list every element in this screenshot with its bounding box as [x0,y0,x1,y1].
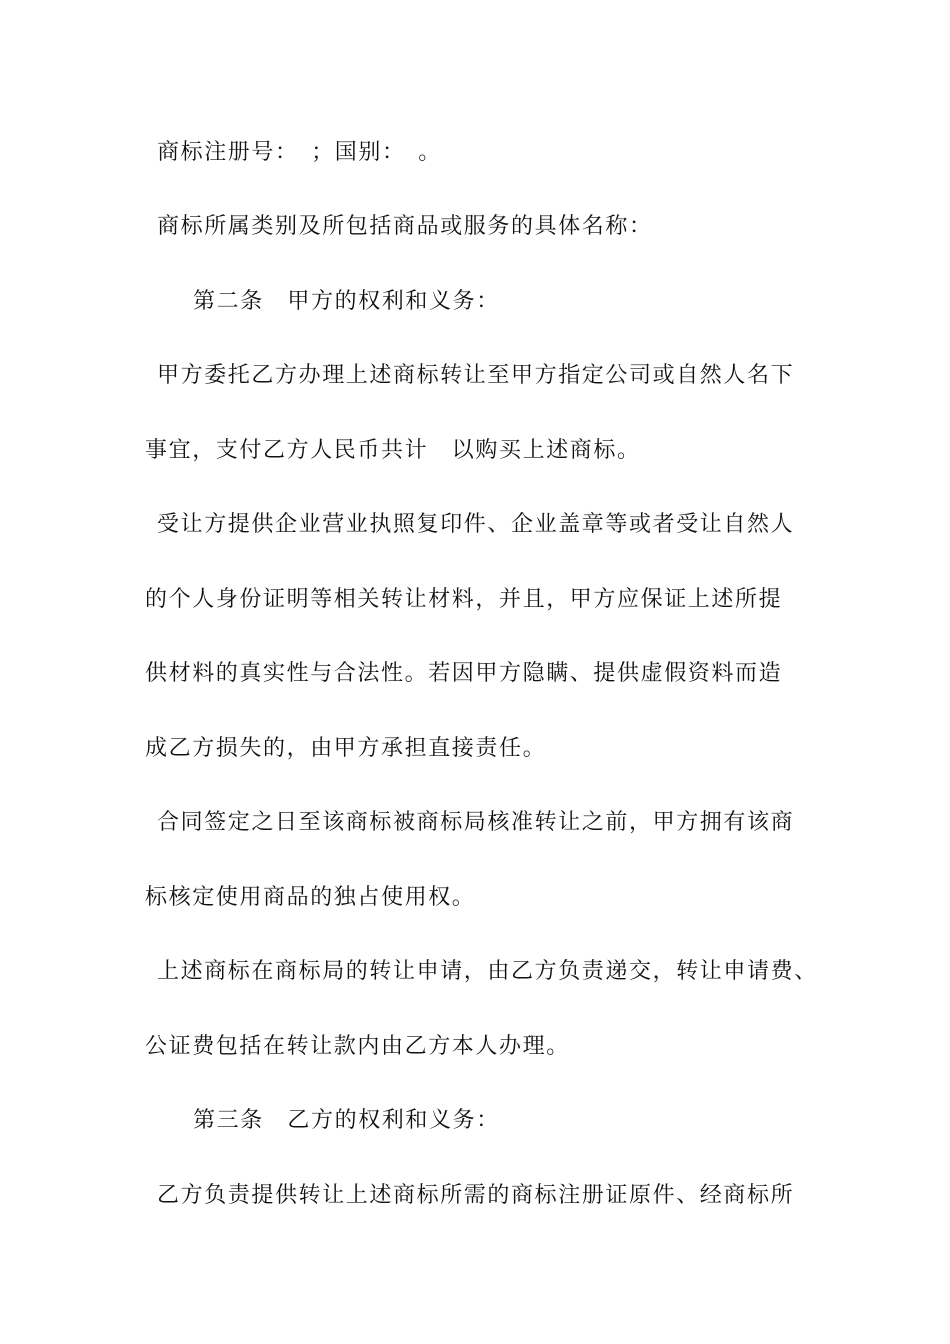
paragraph-line: 标核定使用商品的独占使用权。 [145,885,476,910]
trademark-registration-line: 商标注册号： ；国别： 。 [157,140,442,165]
paragraph-line: 合同签定之日至该商标被商标局核准转让之前，甲方拥有该商 [157,810,795,835]
article-two-heading: 第二条 甲方的权利和义务： [193,289,500,314]
paragraph-line: 受让方提供企业营业执照复印件、企业盖章等或者受让自然人 [157,512,795,537]
paragraph-line: 公证费包括在转让款内由乙方本人办理。 [145,1034,570,1059]
paragraph-line: 供材料的真实性与合法性。若因甲方隐瞒、提供虚假资料而造 [145,661,783,686]
paragraph-line: 事宜，支付乙方人民币共计 以购买上述商标。 [145,438,641,463]
trademark-category-line: 商标所属类别及所包括商品或服务的具体名称： [157,214,653,239]
paragraph-line: 上述商标在商标局的转让申请，由乙方负责递交，转让申请费、 [157,959,818,984]
paragraph-line: 甲方委托乙方办理上述商标转让至甲方指定公司或自然人名下 [157,363,795,388]
paragraph-line: 乙方负责提供转让上述商标所需的商标注册证原件、经商标所 [157,1183,795,1208]
paragraph-line: 的个人身份证明等相关转让材料，并且，甲方应保证上述所提 [145,587,783,612]
paragraph-line: 成乙方损失的，由甲方承担直接责任。 [145,736,547,761]
article-three-heading: 第三条 乙方的权利和义务： [193,1108,500,1133]
